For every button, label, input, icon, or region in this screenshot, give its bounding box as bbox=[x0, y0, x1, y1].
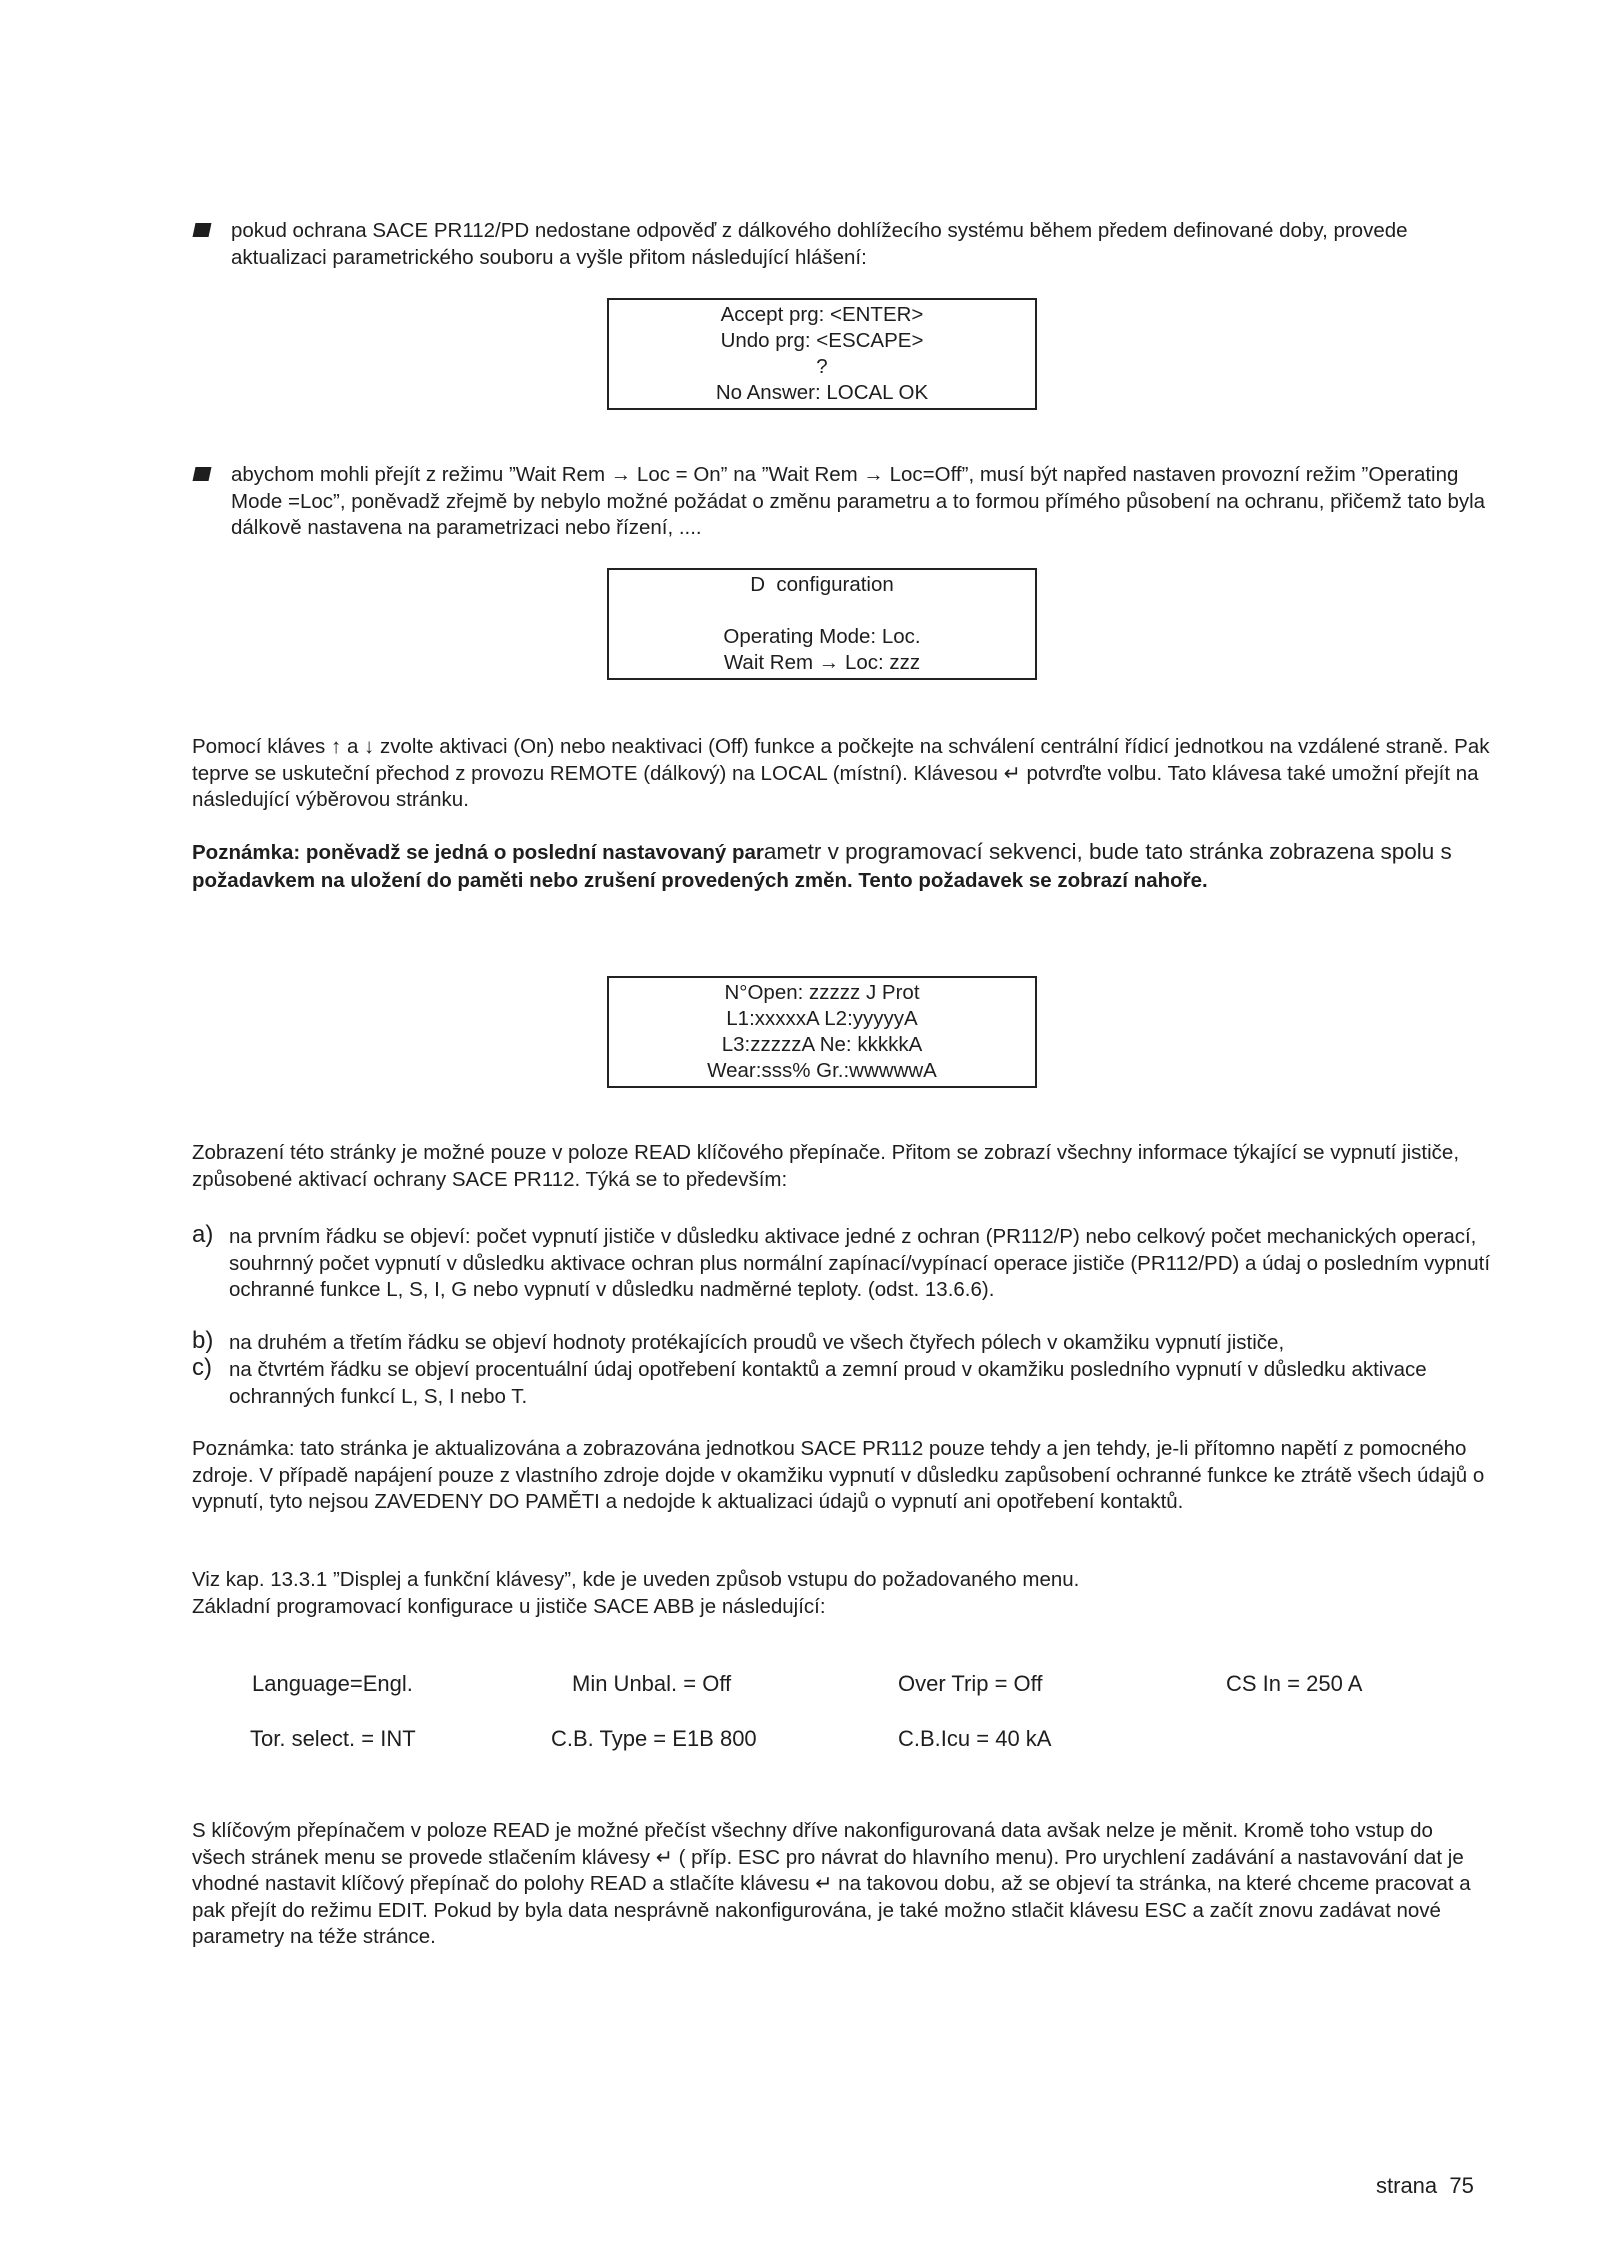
config-value: CS In = 250 A bbox=[1226, 1671, 1363, 1696]
note-normal-part: ametr v programovací sekvenci, bude tato stránka zobrazena spolu s bbox=[763, 839, 1452, 864]
config-value: C.B.Icu = 40 kA bbox=[898, 1726, 1052, 1751]
list-item bbox=[192, 1327, 1492, 1357]
bullet-item bbox=[197, 218, 1487, 271]
config-value: Over Trip = Off bbox=[898, 1671, 1043, 1696]
paragraph-final: S klíčovým přepínačem v poloze READ je možné přečíst všechny dříve nakonfigurovaná data avšak nelze je měnit. Kromě toho vstup do všech stránek menu se provede stlačením klávesy ↵ ( příp. ESC pro návrat do hlavního menu). Pro urychlení zadávání a nastavování dat je vhodné nastavit klíčový přepínač do polohy READ a stlačíte klávesu ↵ na takovou dobu, až se objeví ta stránka, na které chceme pracovat a pak přejít do režimu EDIT. Pokud by byla data nesprávně nakonfigurována, je také možno stlačit klávesu ESC a začít znovu zadávat nové parametry na téže stránce. bbox=[192, 1819, 1471, 1948]
screen-line: Wait Rem → Loc: zzz bbox=[723, 651, 921, 674]
note-paragraph bbox=[192, 838, 1492, 895]
list-text: na druhém a třetím řádku se objeví hodnoty protékajících proudů ve všech čtyřech pólech v okamžiku vypnutí jističe, bbox=[229, 1331, 1285, 1354]
bullet-text: pokud ochrana SACE PR112/PD nedostane odpověď z dálkového dohlížecího systému během předem definované doby, provede aktualizaci parametrického souboru a vyšle přitom následující hlášení: bbox=[231, 219, 1408, 269]
config-value: Tor. select. = INT bbox=[250, 1726, 416, 1751]
list-letter: a) bbox=[192, 1221, 214, 1248]
screen-line: Accept prg: <ENTER> bbox=[720, 303, 924, 326]
note-bold-part: Poznámka: poněvadž se jedná o poslední nastavovaný par bbox=[192, 841, 764, 864]
reference-line: Základní programovací konfigurace u jističe SACE ABB je následující: bbox=[192, 1594, 826, 1618]
paragraph-read: Zobrazení této stránky je možné pouze v poloze READ klíčového přepínače. Přitom se zobrazí všechny informace týkající se vypnutí jističe, způsobené aktivací ochrany SACE PR112. Týká se to především: bbox=[192, 1141, 1460, 1191]
config-value: C.B. Type = E1B 800 bbox=[551, 1726, 757, 1751]
note-bold-part: požadavkem na uložení do paměti nebo zrušení provedených změn. Tento požadavek se zobrazí nahoře. bbox=[192, 869, 1208, 892]
list-item bbox=[192, 1221, 1492, 1304]
display-screen-open bbox=[607, 976, 1037, 1088]
list-text: na čtvrtém řádku se objeví procentuální údaj opotřebení kontaktů a zemní proud v okamžiku posledního vypnutí v důsledku aktivace ochranných funkcí L, S, I nebo T. bbox=[229, 1358, 1427, 1408]
screen-line: Operating Mode: Loc. bbox=[723, 625, 921, 648]
note-paragraph-power: Poznámka: tato stránka je aktualizována a zobrazována jednotkou SACE PR112 pouze tehdy a jen tehdy, je-li přítomno napětí z pomocného zdroje. V případě napájení pouze z vlastního zdroje dojde v okamžiku vypnutí v důsledku zapůsobení ochranné funkce ke ztrátě všech údajů o vypnutí, tyto nejsou ZAVEDENY DO PAMĚTI a nedojde k aktualizaci údajů o vypnutí ani opotřebení kontaktů. bbox=[192, 1437, 1485, 1513]
screen-line: Undo prg: <ESCAPE> bbox=[720, 329, 924, 352]
paragraph-keys: Pomocí kláves ↑ a ↓ zvolte aktivaci (On) nebo neaktivaci (Off) funkce a počkejte na schválení centrální řídicí jednotkou na vzdálené straně. Pak teprve se uskuteční přechod z provozu REMOTE (dálkový) na LOCAL (místní). Klávesou ↵ potvrďte volbu. Tato klávesa také umožní přejít na následující výběrovou stránku. bbox=[192, 735, 1490, 811]
bullet-item bbox=[197, 462, 1487, 542]
page-number: 75 bbox=[1449, 2173, 1474, 2198]
square-bullet-icon bbox=[193, 223, 212, 237]
reference-line: Viz kap. 13.3.1 ”Displej a funkční klávesy”, kde je uveden způsob vstupu do požadovaného menu. bbox=[192, 1568, 1080, 1591]
config-value: Language=Engl. bbox=[252, 1671, 413, 1696]
screen-line: No Answer: LOCAL OK bbox=[715, 381, 929, 404]
screen-line: L1:xxxxxA L2:yyyyyA bbox=[726, 1007, 918, 1030]
screen-line: Wear:sss% Gr.:wwwwwA bbox=[707, 1059, 937, 1082]
list-text: na prvním řádku se objeví: počet vypnutí jističe v důsledku aktivace jedné z ochran (PR112/P) nebo celkový počet mechanických operací, souhrnný počet vypnutí v důsledku aktivace ochran plus normální zapínací/vypínací operace jističe (PR112/PD) a údaj o posledním vypnutí ochranné funkce L, S, I, G nebo vypnutí v důsledku nadměrné teploty. (odst. 13.6.6). bbox=[229, 1225, 1491, 1301]
page-label: strana bbox=[1376, 2173, 1438, 2198]
square-bullet-icon bbox=[193, 467, 212, 481]
display-screen-configuration bbox=[607, 568, 1037, 680]
list-item bbox=[192, 1354, 1492, 1410]
config-value: Min Unbal. = Off bbox=[572, 1671, 732, 1696]
screen-line: L3:zzzzzA Ne: kkkkkA bbox=[721, 1033, 923, 1056]
page-footer bbox=[1376, 2173, 1474, 2200]
screen-line bbox=[609, 598, 1035, 624]
list-letter: b) bbox=[192, 1327, 214, 1354]
list-letter: c) bbox=[192, 1354, 212, 1381]
bullet-text: abychom mohli přejít z režimu ”Wait Rem → Loc = On” na ”Wait Rem → Loc=Off”, musí být napřed nastaven provozní režim ”Operating Mode =Loc”, poněvadž zřejmě by nebylo možné požádat o změnu parametru a to formou přímého působení na ochranu, přičemž tato byla dálkově nastavena na parametrizaci nebo řízení, .... bbox=[231, 463, 1486, 539]
screen-line: ? bbox=[816, 355, 828, 378]
paragraph-reference bbox=[192, 1567, 1492, 1620]
screen-line: D configuration bbox=[750, 573, 894, 596]
display-screen-accept bbox=[607, 298, 1037, 410]
screen-line: N°Open: zzzzz J Prot bbox=[724, 981, 920, 1004]
